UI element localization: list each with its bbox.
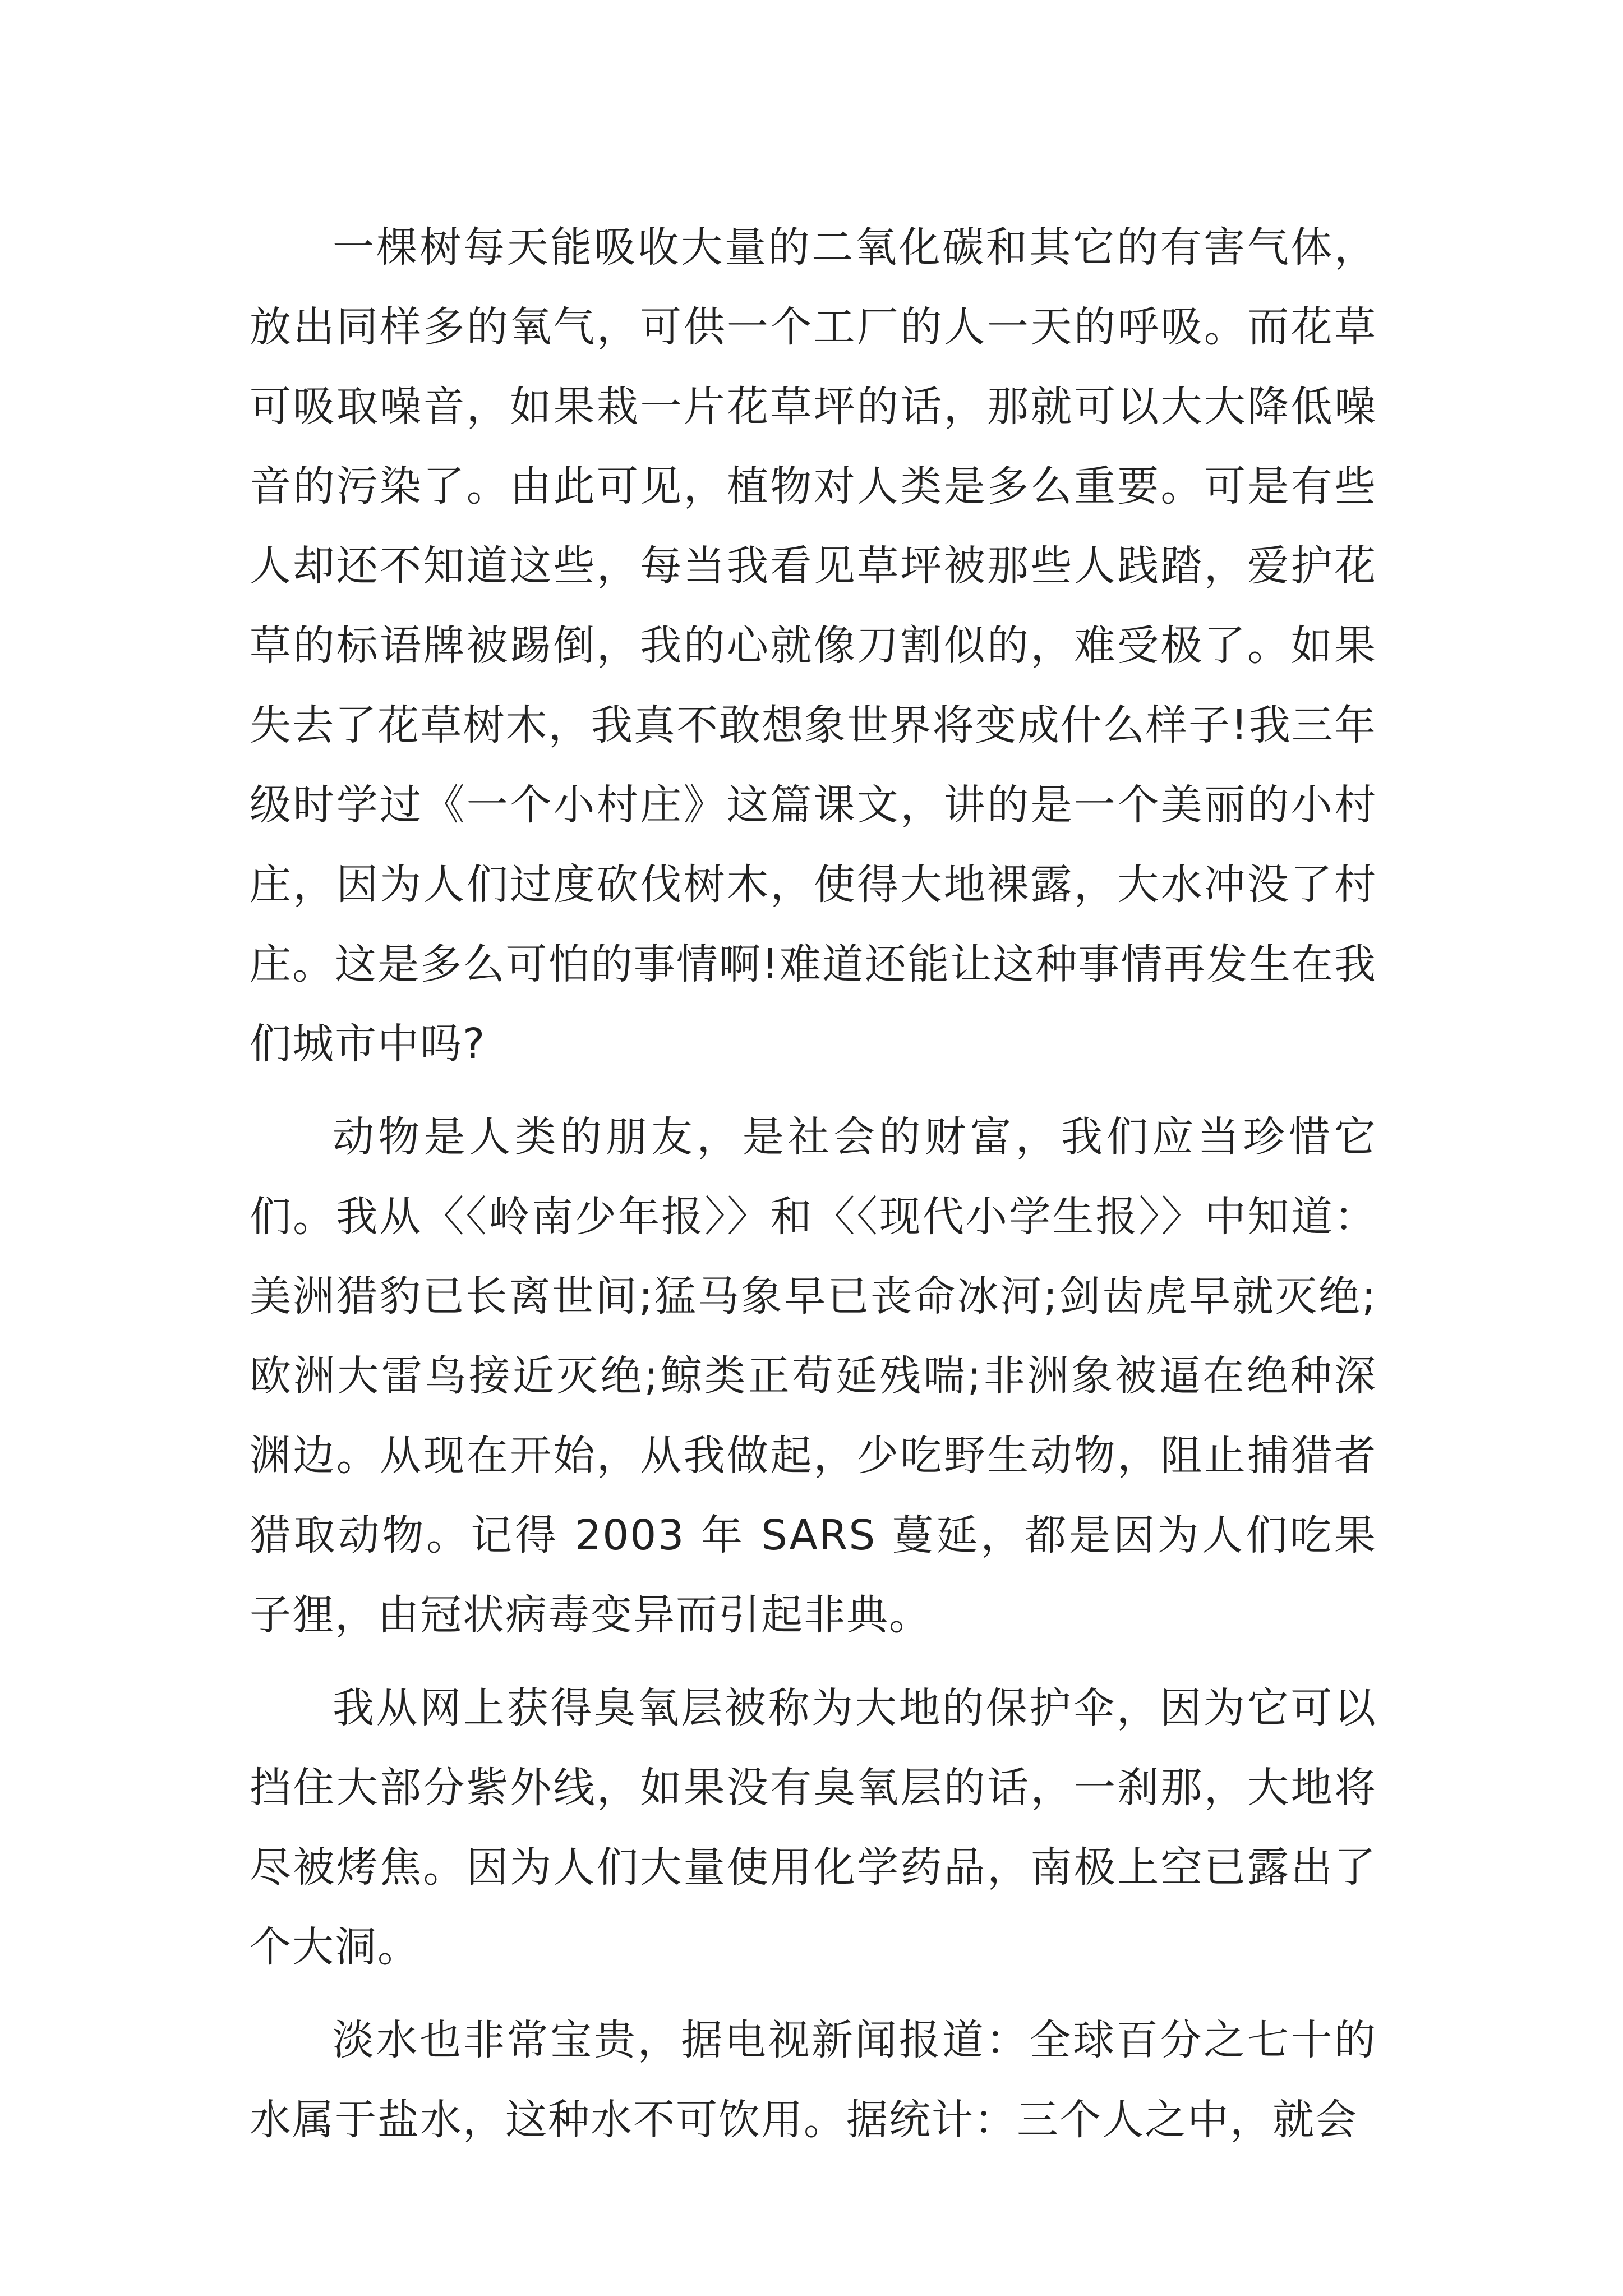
paragraph-animals: 动物是人类的朋友，是社会的财富，我们应当珍惜它们。我从〈〈岭南少年报〉〉和〈〈现代小学生报〉〉中知道：美洲猎豹已长离世间;猛马象早已丧命冰河;剑齿虎早就灭绝;欧洲大雷鸟接近灭绝;鲸类正苟延残喘;非洲象被逼在绝种深渊边。从现在开始，从我做起，少吃野生动物，阻止捕猎者猎取动物。记得 2003 年 SARS 蔓延，都是因为人们吃果子狸，由冠状病毒变异而引起非典。 <box>250 1113 1377 1639</box>
paragraph-freshwater: 淡水也非常宝贵，据电视新闻报道：全球百分之七十的水属于盐水，这种水不可饮用。据统计：三个人之中，就会 <box>250 2016 1377 2144</box>
paragraph-ozone: 我从网上获得臭氧层被称为大地的保护伞，因为它可以挡住大部分紫外线，如果没有臭氧层的话，一刹那，大地将尽被烤焦。因为人们大量使用化学药品，南极上空已露出了个大洞。 <box>250 1684 1377 1971</box>
document-page <box>250 208 1377 2173</box>
paragraph-plants: 一棵树每天能吸收大量的二氧化碳和其它的有害气体，放出同样多的氧气，可供一个工厂的人一天的呼吸。而花草可吸取噪音，如果栽一片花草坪的话，那就可以大大降低噪音的污染了。由此可见，植物对人类是多么重要。可是有些人却还不知道这些，每当我看见草坪被那些人践踏，爱护花草的标语牌被踢倒，我的心就像刀割似的，难受极了。如果失去了花草树木，我真不敢想象世界将变成什么样子!我三年级时学过《一个小村庄》这篇课文，讲的是一个美丽的小村庄，因为人们过度砍伐树木，使得大地裸露，大水冲没了村庄。这是多么可怕的事情啊!难道还能让这种事情再发生在我们城市中吗? <box>250 223 1377 1068</box>
